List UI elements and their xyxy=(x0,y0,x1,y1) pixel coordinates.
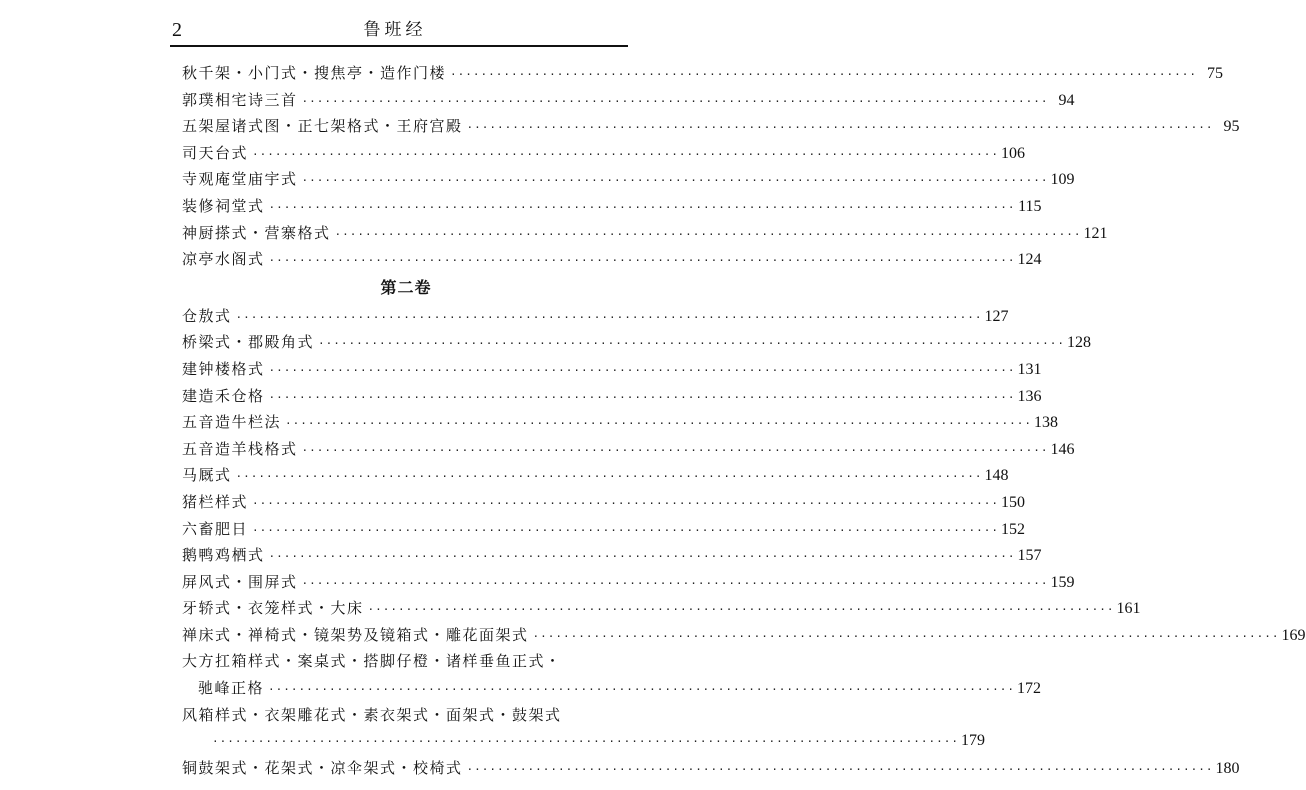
header-rule xyxy=(170,45,628,47)
toc-entry-page: 75 xyxy=(1207,65,1224,82)
toc-entry-line xyxy=(182,755,1240,784)
toc-wrapped-entries xyxy=(182,648,1042,754)
toc-entry xyxy=(182,728,986,755)
toc-section-part2 xyxy=(182,303,1306,649)
toc-entry xyxy=(182,220,1108,247)
toc-entry-title: 寺观庵堂庙宇式 xyxy=(182,170,298,189)
toc-entry-title: 六畜肥日 xyxy=(182,519,249,538)
toc-entry xyxy=(182,87,1075,114)
toc-section-part1 xyxy=(182,60,1240,273)
toc-entry-title: 仓敖式 xyxy=(182,306,232,325)
dot-leader: ·································································································· xyxy=(532,629,1280,643)
toc-entry-page: 179 xyxy=(961,732,986,750)
dot-leader: ·································································································· xyxy=(268,363,1016,377)
toc-entry xyxy=(182,516,1026,543)
toc-entry-title: 猪栏样式 xyxy=(182,492,249,511)
dot-leader: ·································································································· xyxy=(466,121,1214,135)
toc-entry-page: 136 xyxy=(1017,387,1042,405)
toc-entry-line xyxy=(182,60,1224,89)
toc-entry-line xyxy=(182,622,1306,651)
toc-entry xyxy=(182,303,1009,330)
toc-entry xyxy=(182,356,1042,383)
toc-entry-first-line xyxy=(182,648,630,675)
toc-entry-line xyxy=(182,246,1042,275)
toc-entry xyxy=(182,489,1026,516)
toc-entry-line xyxy=(182,329,1092,358)
toc-entry-page: 180 xyxy=(1215,759,1240,777)
toc-entry-page: 150 xyxy=(1001,493,1026,511)
toc-entry xyxy=(182,166,1075,193)
toc-entry-page: 95 xyxy=(1223,118,1240,136)
dot-leader: ·································································································· xyxy=(301,94,1049,108)
toc-entry-page: 121 xyxy=(1083,224,1108,242)
toc-entry-line xyxy=(182,87,1075,116)
toc-entry-line xyxy=(182,166,1075,195)
toc-entry xyxy=(182,193,1042,220)
dot-leader: ·································································································· xyxy=(301,443,1049,457)
toc-entry-line xyxy=(182,489,1026,518)
dot-leader: ·································································································· xyxy=(268,254,1016,268)
toc-entry-line xyxy=(182,542,1042,571)
toc-entry-page: 146 xyxy=(1050,440,1075,458)
toc-entry-line xyxy=(182,569,1075,598)
dot-leader: ·································································································· xyxy=(450,68,1198,81)
toc-entry-title: 五架屋诸式图・正七架格式・王府宫殿 xyxy=(182,117,463,136)
toc-entry-page: 109 xyxy=(1050,171,1075,189)
toc-entry-line xyxy=(182,383,1042,412)
toc-entry-title: 屏风式・围屏式 xyxy=(182,572,298,591)
toc-entry-title: 五音造羊栈格式 xyxy=(182,439,298,458)
toc-entry xyxy=(182,569,1075,596)
toc-entry-page: 159 xyxy=(1050,573,1075,591)
toc-entry-line xyxy=(182,675,1042,704)
dot-leader: ·································································································· xyxy=(268,550,1016,564)
toc-entry-title: 装修祠堂式 xyxy=(182,196,265,215)
toc-entry-page: 106 xyxy=(1001,144,1026,162)
toc-entry-line xyxy=(182,303,1009,332)
toc-entry-page: 138 xyxy=(1034,414,1059,432)
toc-entry-title: 郭璞相宅诗三首 xyxy=(182,90,298,109)
toc-entry-page: 152 xyxy=(1001,520,1026,538)
toc-entry xyxy=(182,755,1240,782)
toc-entry-page: 172 xyxy=(1017,680,1042,698)
toc-entry-first-line xyxy=(182,702,630,729)
toc-entry-title: 驰峰正格 xyxy=(198,679,265,698)
dot-leader: ·································································································· xyxy=(301,576,1049,590)
toc-entry-line xyxy=(182,220,1108,249)
toc-entry-title: 秋千架・小门式・搜焦亭・造作门楼 xyxy=(182,64,447,82)
dot-leader: ·································································································· xyxy=(268,390,1016,404)
toc-entry-page: 128 xyxy=(1067,334,1092,352)
toc-entry-line xyxy=(182,462,1009,491)
dot-leader: ·································································································· xyxy=(252,147,1000,161)
dot-leader: ·································································································· xyxy=(367,603,1115,617)
toc-entry xyxy=(182,140,1026,167)
toc-entry-page: 148 xyxy=(984,467,1009,485)
book-title: 鲁班经 xyxy=(363,20,427,40)
toc-entry xyxy=(182,60,1224,87)
toc-entry-title: 建造禾仓格 xyxy=(182,386,265,405)
toc-entry xyxy=(182,113,1240,140)
toc-entry-page: 131 xyxy=(1017,360,1042,378)
toc-entry-title: 风箱样式・衣架雕花式・素衣架式・面架式・鼓架式 xyxy=(182,705,562,724)
dot-leader: ·································································································· xyxy=(301,174,1049,188)
dot-leader: ·································································································· xyxy=(466,762,1214,776)
toc-entry-title: 司天台式 xyxy=(182,143,249,162)
toc-entry-page: 115 xyxy=(1018,197,1042,215)
dot-leader: ·································································································· xyxy=(334,227,1082,241)
dot-leader: ·································································································· xyxy=(268,683,1016,697)
toc-entry-line xyxy=(182,516,1026,545)
toc-entry xyxy=(182,383,1042,410)
toc-entry-title: 桥梁式・郡殿角式 xyxy=(182,333,315,352)
toc-entry-line xyxy=(182,140,1026,169)
toc-entry-title: 铜鼓架式・花架式・凉伞架式・校椅式 xyxy=(182,758,463,777)
toc-entry xyxy=(182,246,1042,273)
toc-entry-title: 牙轿式・衣笼样式・大床 xyxy=(182,599,364,618)
toc-entry-page: 127 xyxy=(984,307,1009,325)
toc-entry-title: 建钟楼格式 xyxy=(182,359,265,378)
toc-entry xyxy=(182,436,1075,463)
toc-entry-line xyxy=(182,409,1059,438)
dot-leader: ·································································································· xyxy=(212,735,960,749)
toc-entry-title: 马厩式 xyxy=(182,466,232,485)
dot-leader: ·································································································· xyxy=(235,310,983,324)
toc-entry xyxy=(182,329,1092,356)
toc-entry-line xyxy=(182,595,1141,624)
toc-entry-line xyxy=(182,436,1075,465)
toc-entry-line xyxy=(182,356,1042,385)
page-number: 2 xyxy=(172,19,182,41)
toc-entry-line xyxy=(182,113,1240,142)
dot-leader: ·································································································· xyxy=(285,417,1033,431)
dot-leader: ·································································································· xyxy=(252,496,1000,510)
toc-entry-title: 鹅鸭鸡栖式 xyxy=(182,546,265,565)
toc-entry xyxy=(182,409,1059,436)
dot-leader: ·································································································· xyxy=(235,470,983,484)
toc-entry-page: 94 xyxy=(1058,91,1075,109)
toc-entry xyxy=(182,462,1009,489)
toc-entry-title: 神厨搽式・营寨格式 xyxy=(182,223,331,242)
toc-entry-line xyxy=(182,193,1042,222)
dot-leader: ·································································································· xyxy=(252,523,1000,537)
toc-entry-title: 凉亭水阁式 xyxy=(182,250,265,269)
toc-entry-line xyxy=(182,728,986,756)
toc-entry xyxy=(182,542,1042,569)
toc-entry-page: 157 xyxy=(1017,547,1042,565)
table-of-contents xyxy=(182,60,1306,781)
toc-entry-page: 124 xyxy=(1017,251,1042,269)
toc-entry-title: 禅床式・禅椅式・镜架势及镜箱式・雕花面架式 xyxy=(182,625,529,644)
toc-entry-page: 169 xyxy=(1281,626,1306,644)
toc-entry xyxy=(182,595,1141,622)
toc-entry-title: 五音造牛栏法 xyxy=(182,413,282,432)
toc-entry xyxy=(182,675,1042,702)
dot-leader: ·································································································· xyxy=(318,337,1066,351)
dot-leader: ·································································································· xyxy=(268,200,1016,214)
toc-entry xyxy=(182,622,1306,649)
toc-last-entry-container xyxy=(182,755,1240,782)
toc-entry-page: 161 xyxy=(1116,600,1141,618)
section-heading: 第二卷 xyxy=(380,277,432,297)
toc-entry-title: 大方扛箱样式・案桌式・搭脚仔橙・诸样垂鱼正式・ xyxy=(182,652,562,671)
